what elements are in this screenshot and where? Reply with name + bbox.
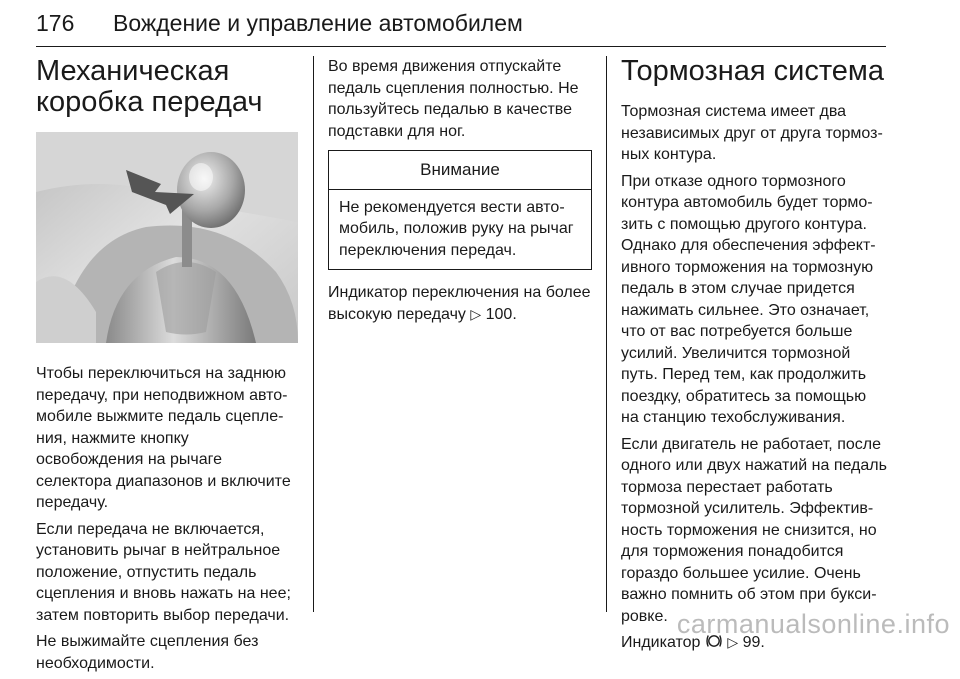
warning-title: Внимание xyxy=(329,151,591,190)
column-left xyxy=(36,56,300,679)
warning-text: Не рекомендуется вести авто-мобиль, положив руку на рычаг переключения передач. xyxy=(339,198,574,259)
paragraph: Тормозная система имеет два независимых друг от друга тормоз-ных контура. xyxy=(621,103,883,163)
paragraph: Если двигатель не работает, после одного или двух нажатий на педаль тормоза перестает работать тормозной усилитель. Эффектив-ность торможения не снизится, но для торможения понадобится гораздо большее усилие. Очень важно помнить об этом при букси-ровке. xyxy=(621,435,887,625)
paragraph: При отказе одного тормозного контура автомобиль будет тормо-зить с помощью другого контура. Однако для обеспечения эффект-ивного торможения на тормозную педаль в этом случае придется нажимать сильнее. Это означает, что от вас потребуется больше усилий. Увеличится тормозной путь. Перед тем, как продолжить поездку, обратитесь за помощью на станцию техобслуживания. xyxy=(621,172,876,426)
running-title: Вождение и управление автомобилем xyxy=(113,10,523,36)
paragraph: Во время движения отпускайте педаль сцепления полностью. Не пользуйтесь педалью в качестве подставки для ног. xyxy=(328,58,579,140)
heading-line: коробка передач xyxy=(36,86,263,118)
page-header xyxy=(36,6,886,46)
header-rule xyxy=(36,46,886,47)
paragraph: Не выжимайте сцепления без необходимости. xyxy=(36,633,259,672)
column-middle xyxy=(328,56,592,331)
section-heading: Тормозная система xyxy=(621,55,884,87)
column-right xyxy=(621,56,887,660)
heading-line: Механическая xyxy=(36,55,230,87)
column-divider xyxy=(313,56,314,612)
watermark: carmanualsonline.info xyxy=(676,609,950,639)
page-reference[interactable]: 100. xyxy=(485,305,517,323)
paragraph xyxy=(328,282,592,326)
paragraph: Если передача не включается, установить рычаг в нейтральное положение, отпустить педаль сцепления и вновь нажать на нее; затем повторить выбор передачи. xyxy=(36,520,291,624)
page-number: 176 xyxy=(36,10,75,36)
gear-shift-photo xyxy=(36,132,298,343)
paragraph-text: Индикатор переключения на более высокую передачу xyxy=(328,284,591,323)
warning-box xyxy=(328,150,592,270)
paragraph-text: Индикатор xyxy=(621,634,701,651)
column-divider xyxy=(606,56,607,612)
section-heading xyxy=(36,56,300,118)
page-reference[interactable]: 99. xyxy=(742,634,765,651)
arrow-ref-icon: ▷ xyxy=(727,635,739,651)
paragraph: Чтобы переключиться на заднюю передачу, при неподвижном авто-мобиле выжмите педаль сцепле-ния, нажмите кнопку освобождения на рычаге селектора диапазонов и включите передачу. xyxy=(36,365,291,511)
arrow-ref-icon: ▷ xyxy=(470,306,482,323)
